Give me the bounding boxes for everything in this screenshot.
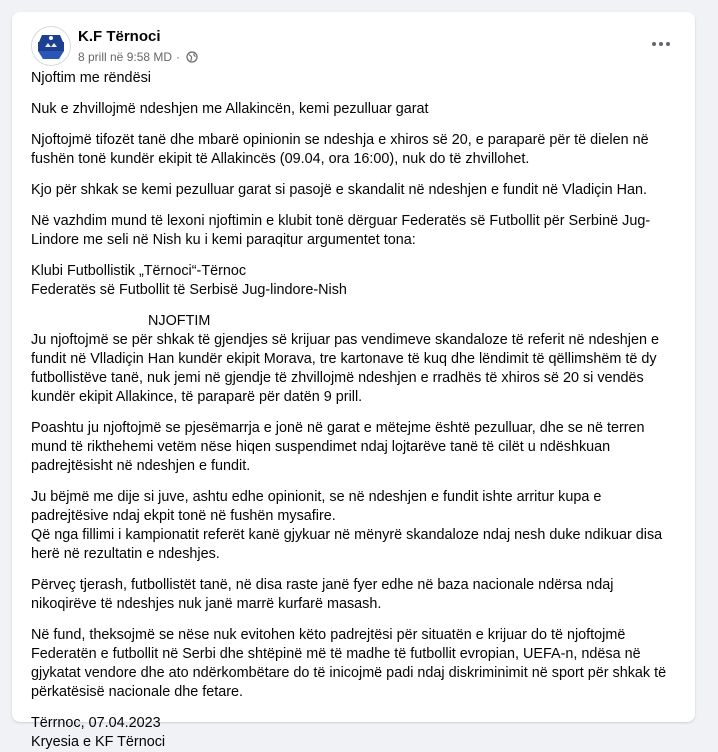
post-paragraph: Njoftojmë tifozët tanë dhe mbarë opinionin se ndeshja e xhiros së 20, e paraparë për të dielen në fushën tonë kundër ekipit të Allakincës (09.04, ora 16:00), nuk do të zhvillohet. <box>31 132 649 167</box>
signature-name: Kryesia e KF Tërnoci <box>31 734 166 750</box>
post-meta <box>78 50 198 64</box>
post-paragraph: Kjo për shkak se kemi pezulluar garat si pasojë e skandalit në ndeshjen e fundit në Vladiçin Han. <box>31 182 647 198</box>
notice-heading: NJOFTIM <box>148 313 211 329</box>
post-body <box>31 69 681 752</box>
post-header <box>28 24 679 68</box>
signature-date: Tërrnoc, 07.04.2023 <box>31 715 161 731</box>
post-paragraph: Që nga fillimi i kampionatit referët kanë gjykuar në mënyrë skandaloze ndaj nesh duke ndikuar disa herë në rezultatin e ndeshjes. <box>31 527 663 562</box>
page-name[interactable]: K.F Tërnoci <box>78 28 161 45</box>
more-options-button[interactable] <box>643 26 679 62</box>
club-logo-icon <box>32 27 70 65</box>
post-paragraph: Ju bëjmë me dije si juve, ashtu edhe opinionit, se në ndeshjen e fundit ishte arritur kupa e padrejtësive ndaj ekpit tonë në fushën mysafire. <box>31 489 602 524</box>
page-avatar[interactable] <box>31 26 71 66</box>
post-paragraph: Njoftim me rëndësi <box>31 70 151 86</box>
address-line: Klubi Futbollistik „Tërnoci“-Tërnoc <box>31 263 247 279</box>
post-paragraph: Në fund, theksojmë se nëse nuk evitohen këto padrejtësi për situatën e krijuar do të njoftojmë Federatën e futbollit në Serbi dhe shtëpinë më të madhe të futbollit evropian, UEFA-n, ndësa në gjykatat vendore dhe ato ndërkombëtare do të inicojmë padi ndaj diskriminimit në sport për shkak të përkatësisë nacionale dhe fetare. <box>31 627 667 700</box>
post-paragraph: Përveç tjerash, futbollistët tanë, në disa raste janë fyer edhe në baza nacionale ndërsa ndaj nikoqirëve të ndeshjes nuk janë marrë kurfarë masash. <box>31 577 614 612</box>
more-horizontal-icon <box>652 42 670 46</box>
post-paragraph: Nuk e zhvillojmë ndeshjen me Allakincën, kemi pezulluar garat <box>31 101 429 117</box>
post-paragraph: Ju njoftojmë se për shkak të gjendjes së krijuar pas vendimeve skandaloze të referit në ndeshjen e fundit në Vlladiçin Han kundër ekipit Morava, tre kartonave të kuq dhe lëndimit të qëllimshëm të dy futbollistëve tanë, nuk jemi në gjendje të zhvillojmë ndeshjen e rradhës të xhiros së 20 si vendës kundër ekipit Allakince, të paraparë për datën 9 prill. <box>31 332 659 405</box>
address-line: Federatës së Futbollit të Serbisë Jug-lindore-Nish <box>31 282 347 298</box>
globe-icon <box>186 51 198 63</box>
post-card <box>12 12 695 750</box>
post-paragraph: Në vazhdim mund të lexoni njoftimin e klubit tonë dërguar Federatës së Futbollit për Serbinë Jug-Lindore me seli në Nish ku i kemi paraqitur argumentet tona: <box>31 213 651 248</box>
meta-separator: · <box>176 50 181 64</box>
post-timestamp[interactable]: 8 prill në 9:58 MD <box>78 50 173 64</box>
post-paragraph: Poashtu ju njoftojmë se pjesëmarrja e jonë në garat e mëtejme është pezulluar, dhe se në terren mund të rikthehemi vetëm nëse hiqen suspendimet ndaj lojtarëve tanë të cilët u ndëshkuan padrejtësisht në ndeshjen e fundit. <box>31 420 645 474</box>
